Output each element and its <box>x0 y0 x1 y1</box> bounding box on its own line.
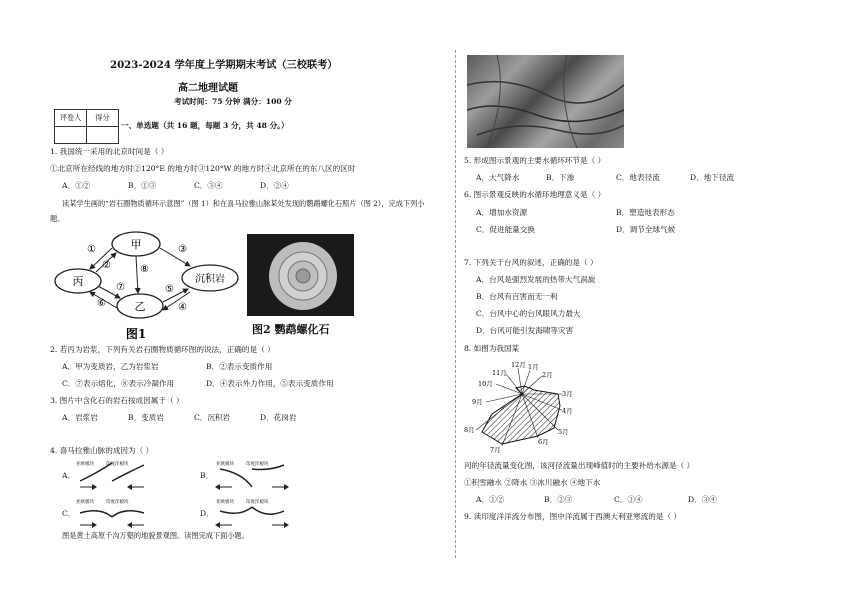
arrow-label-3: ③ <box>178 244 187 255</box>
q7-option-b: B．台风有百害而无一利 <box>476 292 558 301</box>
q4-stem: 4. 喜马拉雅山脉的成因为（ ） <box>50 446 154 455</box>
q2-stem: 2. 若丙为岩浆，下列有关岩石圈物质循环图的说法，正确的是（ ） <box>50 345 275 354</box>
gully-texture <box>467 55 624 148</box>
fossil-image <box>247 234 354 316</box>
exam-info: 考试时间：75 分钟 满分：100 分 <box>174 97 292 106</box>
q6-option-a: A．增加水资源 <box>476 208 528 217</box>
q4a-plate-eurasian: 亚欧板块 <box>76 462 94 467</box>
q2-option-a: A．甲为变质岩，乙为岩浆岩 <box>62 362 159 371</box>
month-7: 7月 <box>490 446 501 454</box>
q1-option-a: A．①② <box>62 181 91 190</box>
q1-statements: ①北京所在经线的地方时②120°E 的地方时③120°W 的地方时④北京所在的东八区的区时 <box>50 164 356 173</box>
intro2: 图是黄土高原千沟万壑的地貌景观图。读图完成下面小题。 <box>62 531 249 540</box>
q6-stem: 6. 图示景观反映的水循环地理意义是（ ） <box>464 190 606 199</box>
q4-diagram-a <box>72 459 152 493</box>
month-3: 3月 <box>562 390 573 398</box>
q8-statements: ①积雪融水 ②降水 ③冰川融水 ④地下水 <box>464 478 601 487</box>
q7-option-c: C．台风中心的台风眼风力最大 <box>476 309 581 318</box>
month-10: 10月 <box>478 380 493 388</box>
intro1-line2: 题。 <box>50 214 65 223</box>
q7-stem: 7. 下列关于台风的叙述，正确的是（ ） <box>464 258 598 267</box>
month-6: 6月 <box>538 438 549 446</box>
score-table <box>54 109 119 144</box>
q3-option-b: B．变质岩 <box>128 413 164 422</box>
arrow-label-8: ⑧ <box>140 264 149 275</box>
q4-option-b: B． <box>200 471 214 480</box>
arrow-label-1: ① <box>87 244 96 255</box>
arrow-label-7: ⑦ <box>116 282 125 293</box>
q4-option-a: A． <box>62 471 76 480</box>
q8-stem-cont: 河的年径流量变化图，该河径流量出现峰值时的主要补给水源是（ ） <box>464 461 695 470</box>
q6-option-c: C．促进能量交换 <box>476 225 535 234</box>
nautilus-fossil-photo <box>247 234 354 316</box>
arrow-label-2: ② <box>102 260 111 271</box>
q5-stem: 5. 形成图示景观的主要水循环环节是（ ） <box>464 156 606 165</box>
q3-option-c: C．沉积岩 <box>194 413 231 422</box>
q4b-plate-indian: 印度洋板块 <box>246 462 269 467</box>
q4-option-d: D． <box>200 509 214 518</box>
q8-option-c: C．①④ <box>614 495 643 504</box>
q4-diagram-b <box>212 459 292 493</box>
month-4: 4月 <box>562 407 573 415</box>
exam-title: 2023-2024 学年度上学期期末考试（三校联考） <box>110 59 338 71</box>
q8-option-a: A．①② <box>476 495 505 504</box>
month-9: 9月 <box>472 398 483 406</box>
q3-option-a: A．岩浆岩 <box>62 413 98 422</box>
node-jia: 甲 <box>130 238 142 251</box>
fig1-caption: 图1 <box>125 327 147 341</box>
q4c-plate-indian: 印度洋板块 <box>106 500 129 505</box>
arrow-label-4: ④ <box>178 302 187 313</box>
arrow-label-5: ⑤ <box>165 284 174 295</box>
month-5: 5月 <box>558 428 569 436</box>
q2-option-b: B．②表示变质作用 <box>206 362 273 371</box>
q4c-plate-eurasian: 亚欧板块 <box>76 500 94 505</box>
q1-stem: 1. 我国统一采用的北京时间是（ ） <box>50 147 169 156</box>
q5-option-c: C．地表径流 <box>616 173 660 182</box>
q8-option-d: D．③④ <box>688 495 717 504</box>
score-header-score: 得分 <box>87 110 119 127</box>
column-divider <box>455 50 456 558</box>
q4b-plate-eurasian: 亚欧板块 <box>216 462 234 467</box>
month-1: 1月 <box>528 363 539 371</box>
q9-stem: 9. 读印度洋洋流分布图，图中洋流属于西澳大利亚寒流的是（ ） <box>464 512 682 521</box>
intro1-line1: 读某学生画的“岩石圈物质循环示意图”（图 1）和在喜马拉雅山脉某处发现的鹦鹉螺化石照片（图 2），完成下列小 <box>62 199 425 208</box>
q3-stem: 3. 图片中含化石的岩石按成因属于（ ） <box>50 396 184 405</box>
month-12: 12月 <box>511 361 526 369</box>
month-8: 8月 <box>464 426 475 434</box>
score-cell-score <box>87 127 119 144</box>
q4a-plate-indian: 印度洋板块 <box>106 462 129 467</box>
q5-option-d: D．地下径流 <box>690 173 735 182</box>
q1-option-b: B．①③ <box>128 181 157 190</box>
score-header-grader: 评卷人 <box>55 110 87 127</box>
fig2-caption: 图2 鹦鹉螺化石 <box>252 323 330 336</box>
q7-option-d: D．台风可能引发海啸等灾害 <box>476 326 574 335</box>
q5-option-a: A．大气降水 <box>476 173 520 182</box>
q2-option-c: C．⑦表示熔化，⑧表示冷凝作用 <box>62 379 175 388</box>
node-bing: 丙 <box>72 275 84 288</box>
q2-option-d: D．④表示外力作用，⑤表示变质作用 <box>206 379 334 388</box>
q4d-plate-eurasian: 亚欧板块 <box>216 500 234 505</box>
month-2: 2月 <box>542 371 553 379</box>
arrow-label-6: ⑥ <box>97 298 106 309</box>
runoff-radial-chart <box>462 358 597 456</box>
month-11: 11月 <box>492 369 507 377</box>
q3-option-d: D．花岗岩 <box>260 413 297 422</box>
q4-diagram-d <box>212 497 292 531</box>
q1-option-d: D．②④ <box>260 181 289 190</box>
exam-subtitle: 高二地理试题 <box>178 83 238 94</box>
node-sedimentary: 沉积岩 <box>195 274 225 285</box>
section-title: 一、单选题（共 16 题，每题 3 分，共 48 分。） <box>121 121 289 130</box>
score-cell-grader <box>55 127 87 144</box>
q5-option-b: B．下渗 <box>546 173 575 182</box>
q6-option-b: B．塑造地表形态 <box>616 208 675 217</box>
q4-option-c: C． <box>62 509 76 518</box>
q4-diagram-c <box>72 497 152 531</box>
q1-option-c: C．③④ <box>194 181 223 190</box>
q4d-plate-indian: 印度洋板块 <box>246 500 269 505</box>
q6-option-d: D．调节全球气候 <box>616 225 676 234</box>
loess-plateau-photo <box>467 55 624 148</box>
q8-stem: 8. 如图为我国某 <box>464 344 520 353</box>
rock-cycle-diagram <box>50 226 240 344</box>
q7-option-a: A．台风是强烈发展的热带大气涡旋 <box>476 275 596 284</box>
q8-option-b: B．②③ <box>544 495 573 504</box>
node-yi: 乙 <box>134 300 146 313</box>
